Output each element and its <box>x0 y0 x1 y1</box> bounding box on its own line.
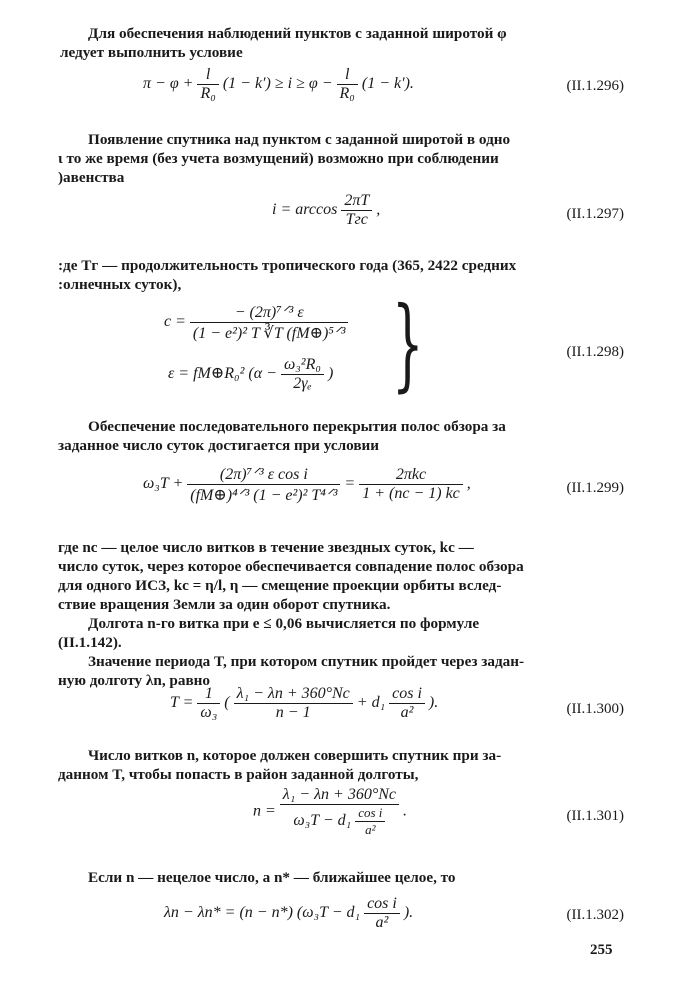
denominator: n − 1 <box>275 704 311 721</box>
denominator: a² <box>400 704 414 721</box>
equation-number: (II.1.299) <box>566 480 624 496</box>
eq-term: ). <box>428 694 439 712</box>
eq-term: = <box>344 475 356 493</box>
paragraph-definitions <box>58 538 624 614</box>
fraction <box>234 685 353 722</box>
equation-II-1-299 <box>58 462 624 524</box>
eq-term: (1 − k′) ≥ i ≥ φ − <box>222 75 333 93</box>
equation-II-1-297 <box>58 192 624 242</box>
text-line: заданное число суток достигается при условии <box>58 437 380 454</box>
denominator: R₀ <box>200 85 216 102</box>
text-line: Обеспечение последовательного перекрытия полос обзора за <box>88 418 506 435</box>
eq-term: ω₃T + <box>143 475 184 493</box>
equation-body <box>253 786 407 838</box>
text-line: ствие вращения Земли за один оборот спутника. <box>58 596 391 613</box>
fraction <box>364 895 400 932</box>
denominator: a² <box>375 914 389 931</box>
equation-body <box>143 464 471 505</box>
fraction <box>187 464 340 505</box>
numerator: − (2π)⁷ᐟ³ ε <box>190 302 349 323</box>
text-line: :олнечных суток), <box>58 276 182 293</box>
fraction <box>281 356 324 393</box>
numerator: 1 <box>197 685 220 704</box>
eq-term: c = <box>164 313 186 331</box>
text-line: Значение периода T, при котором спутник пройдет через задан- <box>88 653 525 670</box>
text-line: для одного ИСЗ, kc = η/l, η — смещение проекции орбиты вслед- <box>58 577 502 594</box>
denominator: ω₃ <box>200 704 218 721</box>
text-line: где nc — целое число витков в течение звездных суток, kc — <box>58 539 474 556</box>
fraction <box>359 466 463 503</box>
equation-II-1-296 <box>58 64 624 114</box>
denominator: R₀ <box>339 85 355 102</box>
numerator: cos i <box>364 895 400 914</box>
fraction <box>389 685 425 722</box>
denominator <box>280 805 399 838</box>
equation-II-1-300 <box>58 685 624 743</box>
eq-term: ε = fM⊕R₀² (α − <box>168 365 277 383</box>
equation-body <box>143 66 414 103</box>
equation-number: (II.1.301) <box>566 808 624 824</box>
text-line: Если n — нецелое число, а n* — ближайшее целое, то <box>88 869 456 886</box>
numerator: l <box>337 66 358 85</box>
fraction <box>280 786 399 838</box>
equation-number: (II.1.297) <box>566 206 624 222</box>
eq-term: ω₃T − d₁ <box>293 812 352 830</box>
eq-term: , <box>376 201 381 219</box>
numerator: λ₁ − λn + 360°Nc <box>280 786 399 805</box>
denominator: Tгc <box>345 211 368 228</box>
eq-term: i = arccos <box>272 201 338 219</box>
numerator: λ₁ − λn + 360°Nc <box>234 685 353 704</box>
numerator: l <box>197 66 218 85</box>
eq-term: . <box>402 802 407 820</box>
denominator: 2γₑ <box>293 375 312 392</box>
paragraph-latitude-condition <box>58 24 624 62</box>
eq-term: + d₁ <box>356 694 386 712</box>
eq-term: λn − λn* = (n − n*) (ω₃T − d₁ <box>164 904 361 922</box>
denominator: 1 + (nc − 1) kc <box>362 485 460 502</box>
text-line: число суток, через которое обеспечивается совпадение полос обзора <box>58 558 524 575</box>
eq-term: (1 − k′). <box>361 75 414 93</box>
text-line: ледует выполнить условие <box>60 44 243 61</box>
text-line: Для обеспечения наблюдений пунктов с заданной широтой φ <box>88 25 507 42</box>
numerator: ω₃²R₀ <box>281 356 324 375</box>
equation-epsilon <box>168 356 333 393</box>
paragraph-longitude <box>58 614 624 652</box>
equation-body <box>170 685 438 722</box>
fraction <box>190 302 349 343</box>
equation-II-1-301 <box>58 786 624 856</box>
denominator: (1 − e²)² T ∛T (fM⊕)⁵ᐟ³ <box>192 325 346 342</box>
text-line: Появление спутника над пунктом с заданной широтой в одно <box>88 131 511 148</box>
equation-number: (II.1.296) <box>566 78 624 94</box>
numerator: 2πT <box>341 192 372 211</box>
eq-term: ). <box>403 904 414 922</box>
fraction <box>197 685 220 722</box>
paragraph-satellite-appearance <box>58 130 624 187</box>
equation-II-1-302 <box>58 895 624 945</box>
fraction <box>341 192 372 229</box>
paragraph-orbit-count <box>58 746 624 784</box>
text-line: ι то же время (без учета возмущений) возможно при соблюдении <box>58 150 499 167</box>
fraction <box>197 66 218 103</box>
text-line: данном T, чтобы попасть в район заданной долготы, <box>58 766 419 783</box>
right-brace: } <box>391 285 424 402</box>
equation-body <box>272 192 380 229</box>
numerator: (2π)⁷ᐟ³ ε cos i <box>187 464 340 485</box>
fraction <box>355 805 385 838</box>
equation-body <box>164 895 413 932</box>
denominator: (fM⊕)⁴ᐟ³ (1 − e²)² T⁴ᐟ³ <box>190 487 338 504</box>
text-line: )авенства <box>58 169 125 186</box>
eq-term: n = <box>253 802 276 820</box>
text-line: (II.1.142). <box>58 634 122 651</box>
eq-term: π − φ + <box>143 75 194 93</box>
page-number: 255 <box>590 942 613 958</box>
equation-c <box>164 302 348 343</box>
paragraph-tropical-year <box>58 256 624 294</box>
numerator: cos i <box>355 805 385 822</box>
equation-number: (II.1.302) <box>566 907 624 923</box>
paragraph-noninteger <box>58 868 624 887</box>
fraction <box>337 66 358 103</box>
eq-term: ) <box>327 365 334 383</box>
denominator: a² <box>365 822 376 837</box>
equation-II-1-298 <box>58 285 624 404</box>
numerator: cos i <box>389 685 425 704</box>
numerator: 2πkc <box>359 466 463 485</box>
equation-number: (II.1.298) <box>566 344 624 360</box>
text-line: Число витков n, которое должен совершить спутник при за- <box>88 747 502 764</box>
eq-term: T = <box>170 694 194 712</box>
equation-number: (II.1.300) <box>566 701 624 717</box>
text-line: :де Tг — продолжительность тропического года (365, 2422 средних <box>58 257 517 274</box>
eq-term: , <box>466 475 471 493</box>
text-line: ную долготу λn, равно <box>58 672 210 689</box>
paragraph-overlap-condition <box>58 417 624 455</box>
text-line: Долгота n-го витка при e ≤ 0,06 вычисляется по формуле <box>88 615 480 632</box>
eq-term: ( <box>224 694 230 712</box>
